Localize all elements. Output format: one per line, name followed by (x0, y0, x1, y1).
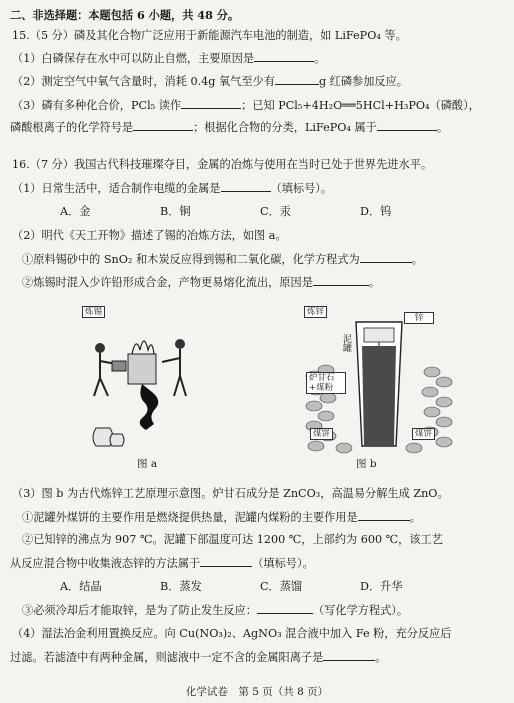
q16-part4-cont: 过滤。若滤渣中有两种金属，则滤液中一定不含的金属阳离子是 。 (10, 651, 387, 664)
q16-part2-1: ①原料锡砂中的 SnO₂ 和木炭反应得到锡和二氧化碳，化学方程式为 。 (22, 253, 423, 266)
option-c[interactable]: C．蒸馏 (260, 580, 303, 593)
q16-part3: （3）图 b 为古代炼锌工艺原理示意图。炉甘石成分是 ZnCO₃，高温易分解生成 ZnO。 (12, 487, 449, 500)
tin-smelting-illustration (82, 306, 202, 454)
answer-blank[interactable] (360, 252, 412, 263)
q16-part3-2-cont: 从反应混合物中收集液态锌的方法属于 （填标号）。 (10, 557, 314, 570)
q16-part3-3: ③必须冷却后才能取锌，是为了防止发生反应： （写化学方程式）。 (22, 604, 409, 617)
option-d[interactable]: D．升华 (360, 580, 403, 593)
q16-part1: （1）日常生活中，适合制作电缆的金属是 （填标号）。 (12, 182, 333, 195)
option-d[interactable]: D．钨 (360, 205, 392, 218)
answer-blank[interactable] (313, 275, 369, 286)
figure-a-tin-smelting (82, 306, 202, 454)
figure-b-tag: 炼锌 (304, 306, 327, 318)
q15-stem: 15.（5 分）磷及其化合物广泛应用于新能源汽车电池的制造，如 LiFePO₄ 等。 (12, 29, 407, 42)
option-a[interactable]: A．结晶 (60, 580, 102, 593)
option-b[interactable]: B．铜 (160, 205, 191, 218)
q15-part3-cont: 磷酸根离子的化学符号是 ；根据化合物的分类，LiFePO₄ 属于 。 (10, 121, 449, 134)
q16-part2-2: ②炼锡时混入少许铅形成合金，产物更易熔化流出，原因是 。 (22, 276, 381, 289)
option-c[interactable]: C．汞 (260, 205, 291, 218)
figure-a-caption: 图 a (137, 458, 158, 470)
label-coal-left: 煤饼 (310, 428, 333, 440)
label-ore-coal: 炉甘石+煤粉 (306, 372, 346, 394)
q16-part2: （2）明代《天工开物》描述了锡的冶炼方法，如图 a。 (12, 229, 287, 242)
answer-blank[interactable] (200, 556, 252, 567)
page-footer: 化学试卷 第 5 页（共 8 页） (185, 686, 329, 698)
q15-part3: （3）磷有多种化合价，PCl₅ 读作 ；已知 PCl₅+4H₂O══5HCl+H₃PO₄（磷酸）， (12, 99, 480, 112)
q16-stem: 16.（7 分）我国古代科技璀璨夺目，金属的冶炼与使用在当时已处于世界先进水平。 (12, 158, 433, 171)
q16-part3-2: ②已知锌的沸点为 907 ℃。泥罐下部温度可达 1200 ℃，上部约为 600 ℃，该工艺 (22, 533, 443, 546)
answer-blank[interactable] (377, 120, 437, 131)
label-coal-right: 煤饼 (412, 428, 435, 440)
answer-blank[interactable] (358, 510, 410, 521)
answer-blank[interactable] (181, 98, 241, 109)
label-crucible: 泥罐 (341, 334, 351, 352)
figure-a-tag: 炼锡 (82, 306, 105, 318)
section-header: 二、非选择题：本题包括 6 小题，共 48 分。 (10, 8, 240, 22)
answer-blank[interactable] (254, 51, 314, 62)
answer-blank[interactable] (221, 181, 271, 192)
q16-part4: （4）湿法冶金利用置换反应。向 Cu(NO₃)₂、AgNO₃ 混合液中加入 Fe 粉，充分反应后 (12, 627, 452, 640)
label-zinc: 锌 (404, 312, 434, 324)
q15-part2: （2）测定空气中氧气含量时，消耗 0.4g 氧气至少有 g 红磷参加反应。 (12, 75, 408, 88)
q16-part3-1: ①泥罐外煤饼的主要作用是燃烧提供热量，泥罐内煤粉的主要作用是 。 (22, 511, 421, 524)
answer-blank[interactable] (275, 74, 319, 85)
option-b[interactable]: B．蒸发 (160, 580, 202, 593)
answer-blank[interactable] (323, 650, 375, 661)
option-a[interactable]: A．金 (60, 205, 91, 218)
figure-b-zinc-smelting (304, 306, 454, 456)
answer-blank[interactable] (257, 603, 313, 614)
answer-blank[interactable] (133, 120, 193, 131)
q15-part1: （1）白磷保存在水中可以防止自燃，主要原因是 。 (12, 52, 326, 65)
figure-b-caption: 图 b (356, 458, 377, 470)
